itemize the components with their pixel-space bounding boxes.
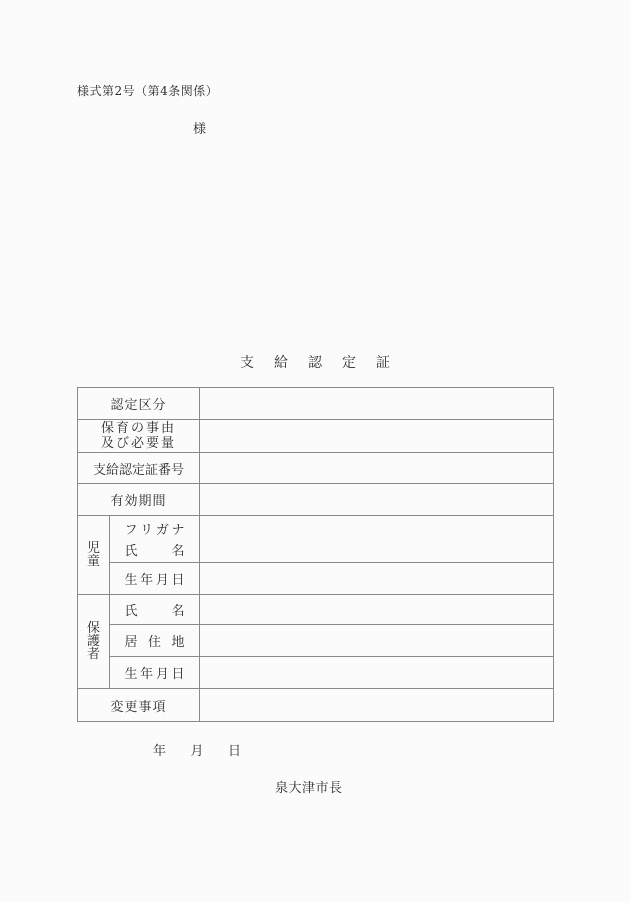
row-guardian-address bbox=[78, 625, 554, 657]
guardian-name-label: 氏 名 bbox=[124, 604, 185, 619]
changes-value bbox=[200, 689, 554, 722]
childcare-reason-value bbox=[200, 420, 554, 453]
row-childcare-reason bbox=[78, 420, 554, 453]
certification-category-label: 認定区分 bbox=[78, 388, 200, 420]
certification-table bbox=[77, 387, 554, 722]
guardian-name-value bbox=[200, 595, 554, 625]
issuer-title: 泉大津市長 bbox=[275, 781, 343, 796]
row-guardian-name bbox=[78, 595, 554, 625]
guardian-address-label: 居 住 地 bbox=[124, 635, 185, 650]
row-child-name bbox=[78, 516, 554, 563]
row-guardian-birthdate bbox=[78, 657, 554, 689]
child-furigana-label: フ リ ガ ナ bbox=[124, 522, 185, 538]
row-certification-category bbox=[78, 388, 554, 420]
row-certificate-number bbox=[78, 453, 554, 484]
child-birthdate-value bbox=[200, 563, 554, 595]
changes-label: 変更事項 bbox=[78, 689, 200, 722]
guardian-group-cell bbox=[78, 595, 110, 689]
guardian-birthdate-label-cell bbox=[110, 657, 200, 689]
certification-category-value bbox=[200, 388, 554, 420]
child-birthdate-label-cell bbox=[110, 563, 200, 595]
row-changes bbox=[78, 689, 554, 722]
childcare-reason-label-line1: 保育の事由 bbox=[101, 421, 177, 436]
addressee-suffix: 様 bbox=[193, 122, 207, 137]
child-name-value bbox=[200, 516, 554, 563]
certificate-number-label: 支給認定証番号 bbox=[78, 453, 200, 484]
child-name-label-cell bbox=[110, 516, 200, 563]
childcare-reason-label-line2: 及び必要量 bbox=[101, 436, 177, 451]
certificate-number-value bbox=[200, 453, 554, 484]
document-title: 支 給 認 定 証 bbox=[240, 355, 390, 371]
valid-period-label: 有効期間 bbox=[78, 484, 200, 516]
form-number: 様式第2号（第4条関係） bbox=[77, 84, 219, 98]
child-birthdate-label: 生 年 月 日 bbox=[124, 573, 185, 588]
guardian-birthdate-value bbox=[200, 657, 554, 689]
childcare-reason-label bbox=[78, 420, 200, 453]
row-valid-period bbox=[78, 484, 554, 516]
child-name-label: 氏 名 bbox=[124, 544, 185, 560]
guardian-name-label-cell bbox=[110, 595, 200, 625]
row-child-birthdate bbox=[78, 563, 554, 595]
guardian-address-value bbox=[200, 625, 554, 657]
guardian-group-label: 保 護 者 bbox=[86, 621, 100, 662]
child-group-cell bbox=[78, 516, 110, 595]
guardian-birthdate-label: 生 年 月 日 bbox=[124, 667, 185, 682]
child-group-label: 児 童 bbox=[86, 541, 100, 569]
date-line: 年 月 日 bbox=[153, 744, 241, 759]
guardian-address-label-cell bbox=[110, 625, 200, 657]
valid-period-value bbox=[200, 484, 554, 516]
